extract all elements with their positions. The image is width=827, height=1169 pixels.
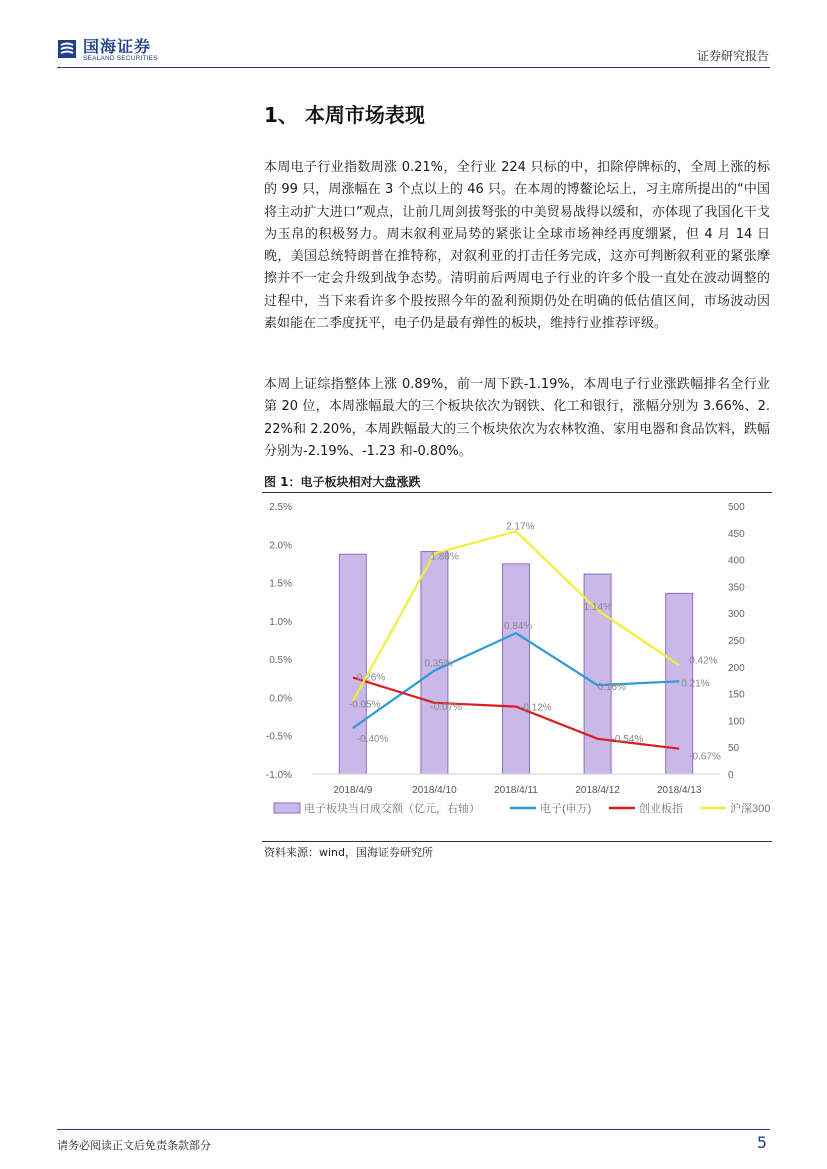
page-number: 5 — [756, 1133, 767, 1152]
data-label: 0.42% — [689, 655, 718, 667]
y-right-tick-label: 250 — [728, 636, 745, 647]
data-label: 0.21% — [681, 678, 710, 690]
section-title: 1、 本周市场表现 — [264, 103, 425, 127]
y-left-tick-label: 1.5% — [269, 578, 292, 590]
data-label: -0.67% — [689, 751, 721, 763]
data-label: 1.14% — [583, 602, 612, 614]
x-tick-label: 2018/4/9 — [333, 785, 373, 796]
body-paragraph-2: 本周上证综指整体上涨 0.89%，前一周下跌-1.19%，本周电子行业涨跌幅排名全行业第 20 位，本周涨幅最大的三个板块依次为钢铁、化工和银行，涨幅分别为 3.66%、2.22%和 2.20%，本周跌幅最大的三个板块依次为农林牧渔、家用电器和食品饮料，跌幅分别为-2.19%、-1.23 和-0.80%。 — [264, 377, 770, 459]
y-right-tick-label: 400 — [728, 555, 745, 567]
y-right-tick-label: 150 — [728, 689, 745, 701]
data-label: -0.05% — [348, 699, 381, 711]
y-right-tick-label: 50 — [728, 743, 740, 755]
y-right-tick-label: 100 — [728, 716, 745, 728]
y-left-tick-label: 2.0% — [269, 540, 292, 552]
legend-swatch-bar — [274, 803, 300, 813]
data-label: 0.84% — [504, 621, 533, 633]
company-logo — [57, 38, 197, 68]
y-right-tick-label: 500 — [728, 502, 745, 513]
legend-label: 沪深300 — [730, 803, 771, 815]
market-performance-chart — [262, 493, 772, 840]
legend-label: 创业板指 — [639, 803, 683, 815]
x-tick-label: 2018/4/13 — [656, 785, 702, 796]
figure-title: 图 1：电子板块相对大盘涨跌 — [264, 475, 421, 489]
data-label: 0.26% — [356, 672, 386, 684]
legend-label: 电子(申万) — [540, 803, 592, 815]
header-divider — [57, 67, 770, 68]
disclaimer-note: 请务必阅读正文后免责条款部分 — [57, 1139, 211, 1152]
y-left-tick-label: 1.0% — [269, 616, 292, 628]
y-left-tick-label: 0.5% — [269, 655, 292, 667]
y-right-tick-label: 0 — [728, 770, 734, 781]
logo-text-en: SEALAND SECURITIES — [83, 55, 158, 62]
data-label: 0.16% — [597, 682, 626, 694]
data-label: -0.07% — [430, 701, 463, 713]
bar-volume — [503, 564, 533, 774]
y-left-tick-label: 2.5% — [269, 502, 292, 513]
x-tick-label: 2018/4/12 — [575, 785, 620, 796]
report-type-label: 证券研究报告 — [696, 49, 769, 63]
x-tick-label: 2018/4/10 — [412, 785, 457, 796]
logo-mark-icon — [57, 38, 77, 60]
body-paragraph-1: 本周电子行业指数周涨 0.21%，全行业 224 只标的中，扣除停牌标的，全周上涨的标的 99 只，周涨幅在 3 个点以上的 46 只。在本周的博鳌论坛上，习主席所提出的“中国将主动扩大进口”观点，让前几周剑拔弩张的中美贸易战得以缓和，亦体现了我国化干戈为玉帛的积极努力。周末叙利亚局势的紧张让全球市场神经再度绷紧，但 4 月 14 日晚，美国总统特朗普在推特称，对叙利亚的打击任务完成，这亦可判断叙利亚的紧张摩擦并不一定会升级到战争态势。清明前后两周电子行业的许多个股一直处在波动调整的过程中，当下来看许多个股按照今年的盈利预期仍处在明确的低估值区间，市场波动因素如能在二季度抚平，电子仍是最有弹性的板块，维持行业推荐评级。 — [264, 160, 770, 332]
logo-text-cn: 国海证券 — [83, 37, 152, 56]
page-header — [0, 0, 827, 70]
x-tick-label: 2018/4/11 — [494, 785, 538, 796]
data-label: 2.17% — [506, 521, 535, 533]
y-left-tick-label: 0.0% — [269, 693, 292, 705]
data-label: 1.88% — [430, 551, 459, 563]
figure-source: 资料来源：wind，国海证券研究所 — [264, 846, 434, 859]
legend-label: 电子板块当日成交额（亿元，右轴） — [304, 803, 480, 815]
data-label: -0.12% — [520, 702, 552, 714]
y-right-tick-label: 200 — [728, 662, 745, 674]
y-left-tick-label: -1.0% — [265, 770, 292, 781]
footer-divider — [57, 1129, 770, 1130]
y-left-tick-label: -0.5% — [265, 731, 292, 743]
y-right-tick-label: 300 — [728, 609, 745, 621]
y-right-tick-label: 450 — [728, 528, 745, 540]
data-label: -0.54% — [611, 733, 644, 745]
data-label: -0.40% — [356, 734, 389, 746]
data-label: 0.35% — [424, 658, 453, 670]
figure-bottom-rule — [262, 841, 772, 842]
y-right-tick-label: 350 — [728, 582, 745, 594]
